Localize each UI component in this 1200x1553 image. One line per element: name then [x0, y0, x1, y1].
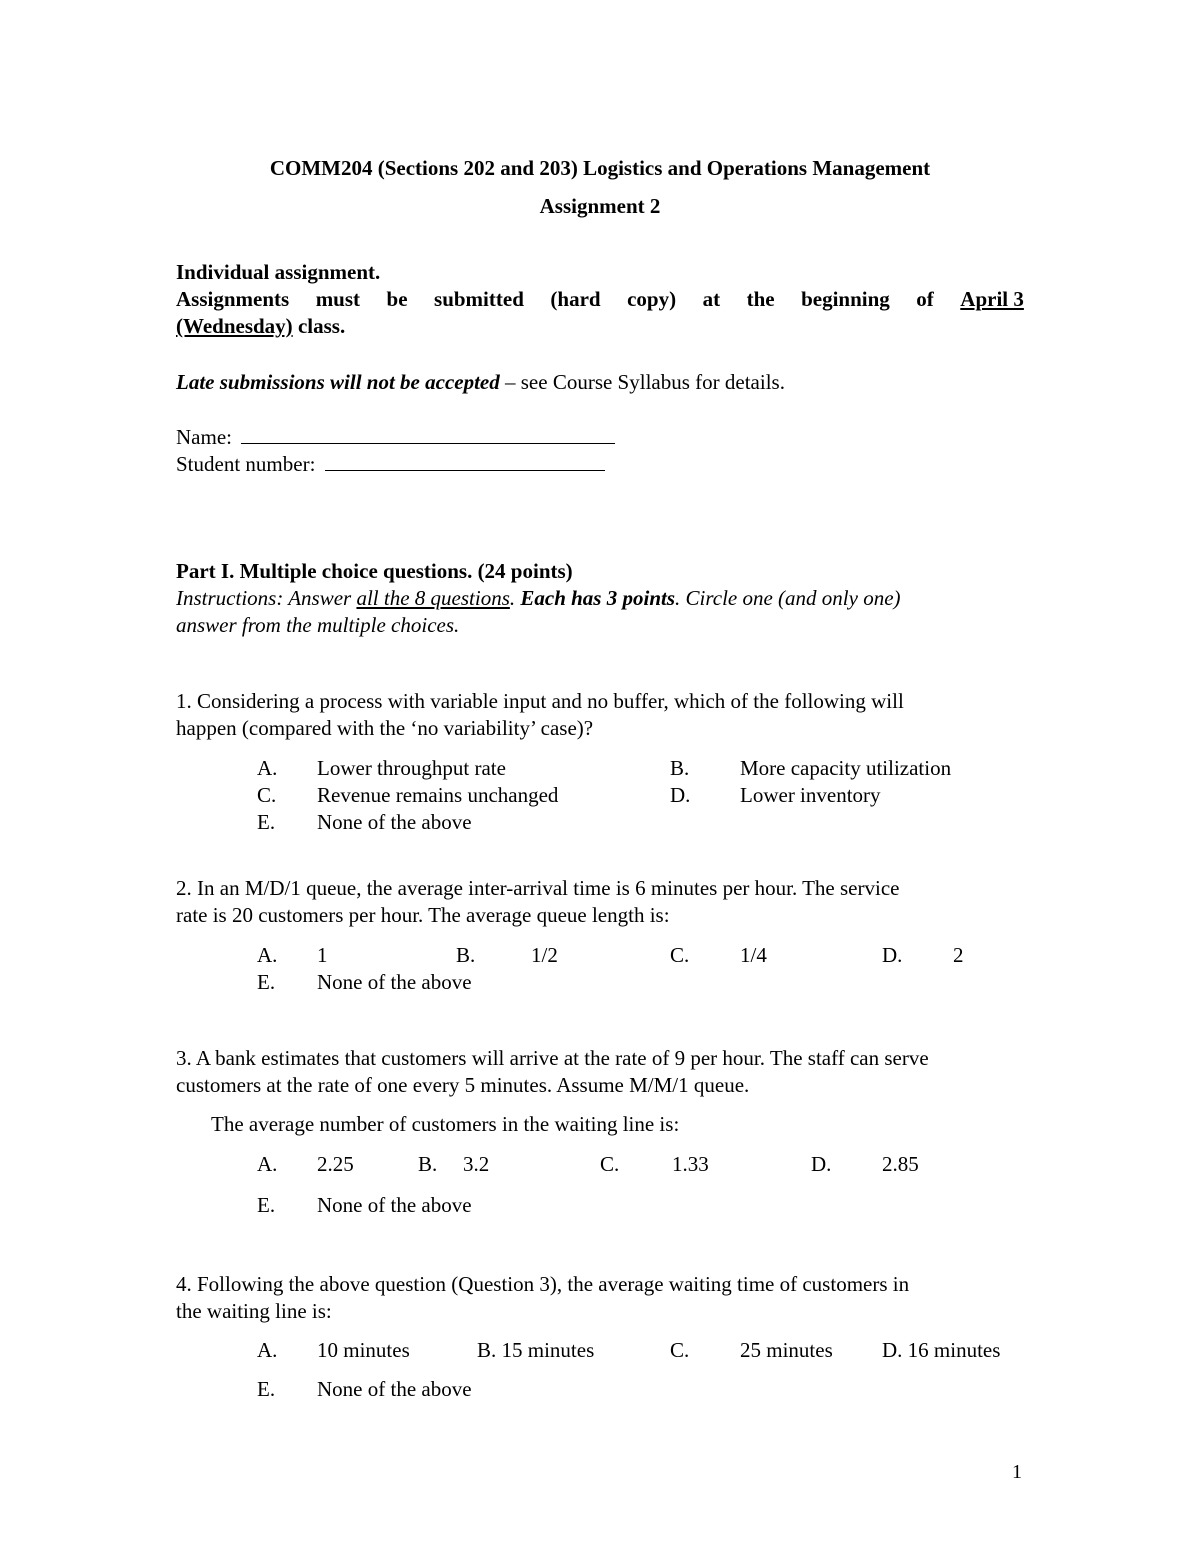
late-submission-rest: – see Course Syllabus for details. [499, 370, 785, 394]
q2-option-letter: D. [882, 943, 903, 967]
instr-text: Instructions: Answer [176, 586, 357, 610]
q1-option-letter: C. [257, 783, 277, 807]
instr-text: . Circle one (and only one) [675, 586, 901, 610]
late-submission-emphasis: Late submissions will not be accepted [176, 370, 500, 394]
q2-option-letter: A. [257, 943, 278, 967]
q3-option-text: 2.85 [882, 1152, 919, 1176]
q1-option-letter: D. [670, 783, 691, 807]
question-2-text-line-1: 2. In an M/D/1 queue, the average inter-arrival time is 6 minutes per hour. The service [176, 876, 900, 900]
name-field-row [176, 423, 615, 450]
q4-option-text: 10 minutes [317, 1338, 410, 1362]
q3-option-text: 2.25 [317, 1152, 354, 1176]
submission-word: copy) [627, 287, 677, 311]
document-subtitle: Assignment 2 [539, 194, 661, 218]
q4-option-text: D. 16 minutes [882, 1338, 1001, 1362]
q4-option-text: B. 15 minutes [477, 1338, 595, 1362]
q1-option-text: Lower throughput rate [317, 756, 506, 780]
part1-heading: Part I. Multiple choice questions. (24 points) [176, 559, 573, 583]
q3-option-text: 1.33 [672, 1152, 709, 1176]
instr-text: . [509, 586, 521, 610]
question-1-text-line-1: 1. Considering a process with variable input and no buffer, which of the following will [176, 689, 904, 713]
submission-word: at [702, 287, 721, 311]
q3-option-text: 3.2 [463, 1152, 490, 1176]
page-number: 1 [1012, 1461, 1022, 1483]
instr-all-questions: all the 8 questions [356, 586, 510, 610]
q1-option-text: Revenue remains unchanged [317, 783, 559, 807]
q1-option-text: Lower inventory [740, 783, 881, 807]
question-3-prompt: The average number of customers in the waiting line is: [211, 1112, 680, 1136]
q4-option-text: None of the above [317, 1377, 472, 1401]
submission-line-1 [176, 286, 1024, 312]
question-1-text-line-2: happen (compared with the ‘no variability’ case)? [176, 716, 594, 740]
submission-word: of [916, 287, 934, 311]
q3-option-letter: E. [257, 1193, 276, 1217]
student-number-label: Student number: [176, 452, 316, 476]
student-number-blank-line [325, 450, 605, 471]
q1-option-letter: B. [670, 756, 690, 780]
q3-option-letter: C. [600, 1152, 620, 1176]
q3-option-letter: D. [811, 1152, 832, 1176]
question-2-text-line-2: rate is 20 customers per hour. The average queue length is: [176, 903, 670, 927]
submission-word: must [315, 287, 361, 311]
individual-assignment-note: Individual assignment. [176, 260, 381, 284]
name-blank-line [241, 423, 615, 444]
q2-option-letter: C. [670, 943, 690, 967]
part1-instructions-line-2: answer from the multiple choices. [176, 613, 460, 637]
q4-option-letter: C. [670, 1338, 690, 1362]
q4-option-letter: A. [257, 1338, 278, 1362]
q1-option-text: None of the above [317, 810, 472, 834]
q3-option-letter: A. [257, 1152, 278, 1176]
question-4-text-line-1: 4. Following the above question (Question 3), the average waiting time of customers in [176, 1272, 910, 1296]
submission-word: submitted [434, 287, 524, 311]
q4-option-letter: E. [257, 1377, 276, 1401]
submission-weekday: (Wednesday) [176, 314, 293, 338]
question-3-text-line-1: 3. A bank estimates that customers will arrive at the rate of 9 per hour. The staff can serve [176, 1046, 929, 1070]
q1-option-text: More capacity utilization [740, 756, 952, 780]
question-4-text-line-2: the waiting line is: [176, 1299, 332, 1323]
submission-word: the [746, 287, 775, 311]
submission-date: April 3 [960, 287, 1024, 311]
q4-option-text: 25 minutes [740, 1338, 833, 1362]
q1-option-letter: E. [257, 810, 276, 834]
question-3-text-line-2: customers at the rate of one every 5 minutes. Assume M/M/1 queue. [176, 1073, 750, 1097]
q2-option-text: 1/2 [531, 943, 558, 967]
q2-option-text: None of the above [317, 970, 472, 994]
q3-option-text: None of the above [317, 1193, 472, 1217]
instr-points: Each has 3 points [520, 586, 676, 610]
q2-option-letter: E. [257, 970, 276, 994]
q2-option-text: 1/4 [740, 943, 767, 967]
submission-line-2 [176, 313, 345, 339]
student-number-field-row [176, 450, 605, 477]
q2-option-letter: B. [456, 943, 476, 967]
submission-word: Assignments [176, 287, 290, 311]
late-submission-note [176, 369, 785, 395]
part1-instructions-line-1 [176, 585, 901, 611]
q3-option-letter: B. [418, 1152, 438, 1176]
submission-word: beginning [801, 287, 890, 311]
q2-option-text: 1 [317, 943, 328, 967]
q1-option-letter: A. [257, 756, 278, 780]
submission-word: (hard [550, 287, 601, 311]
submission-class: class. [292, 314, 346, 338]
submission-word: be [386, 287, 408, 311]
q2-option-text: 2 [953, 943, 964, 967]
document-title: COMM204 (Sections 202 and 203) Logistics and Operations Management [269, 156, 931, 180]
name-label: Name: [176, 425, 232, 449]
